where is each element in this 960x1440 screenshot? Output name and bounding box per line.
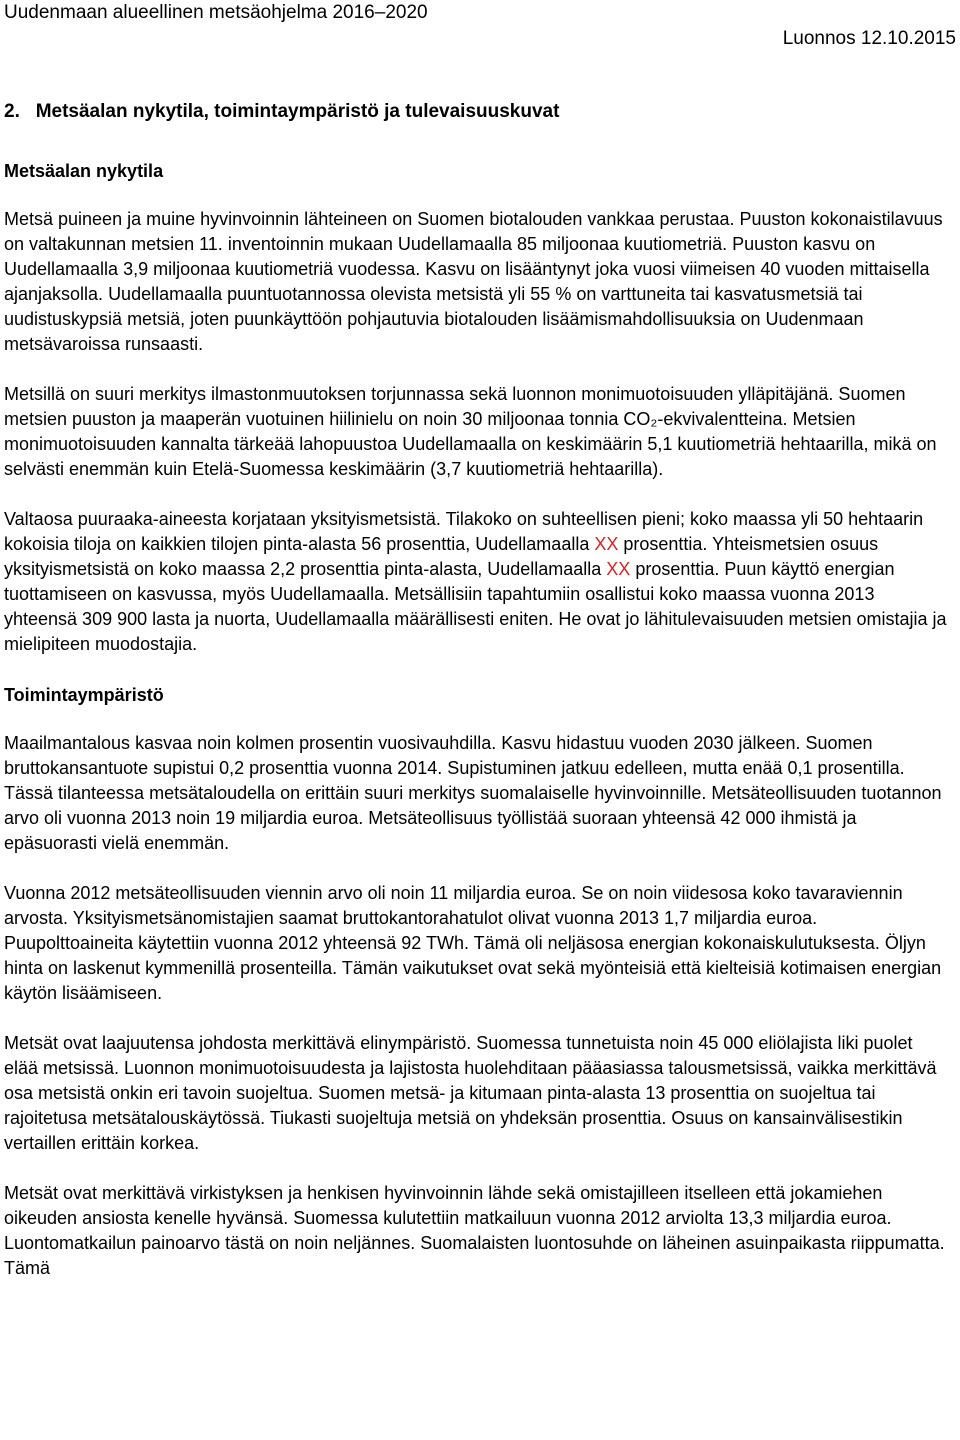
section-number: 2.	[4, 101, 20, 122]
document-body	[4, 98, 950, 1306]
paragraph: Metsät ovat merkittävä virkistyksen ja henkisen hyvinvoinnin lähde sekä omistajilleen itselleen että jokamiehen oikeuden ansiosta kenelle hyvänsä. Suomessa kulutettiin matkailuun vuonna 2012 arviolta 13,3 miljardia euroa. Luontomatkailun painoarvo tästä on noin neljännes. Suomalaisten luontosuhde on läheinen asuinpaikasta riippumatta. Tämä	[4, 1183, 945, 1278]
section-title-text: Metsäalan nykytila, toimintaympäristö ja tulevaisuuskuvat	[35, 101, 560, 122]
paragraph	[4, 507, 950, 657]
paragraph-text: prosenttia. Puun käyttö energian tuottamiseen on kasvussa, myös Uudellamaalla. Metsällisiin tapahtumiin osallistui koko maassa vuonna 2013 yhteensä 309 900 lasta ja nuorta, Uudellamaalla määrällisesti eniten. He ovat jo lähitulevaisuuden metsien omistajia ja mielipiteen muodostajia.	[4, 559, 947, 654]
subheading-nykytila: Metsäalan nykytila	[4, 161, 164, 181]
section-title	[4, 98, 950, 126]
paragraph: Metsä puineen ja muine hyvinvoinnin lähteineen on Suomen biotalouden vankkaa perustaa. Puuston kokonaistilavuus on valtakunnan metsien 11. inventoinnin mukaan Uudellamaalla 85 miljoonaa kuutiometriä. Puuston kasvu on Uudellamaalla 3,9 miljoonaa kuutiometriä vuodessa. Kasvu on lisääntynyt joka vuosi viimeisen 40 vuoden mittaisella ajanjaksolla. Uudellamaalla puuntuotannossa olevista metsistä yli 55 % on varttuneita tai kasvatusmetsiä tai uudistuskypsiä metsiä, joten puunkäyttöön pohjautuvia biotalouden lisäämismahdollisuuksia on Uudenmaan metsävaroissa runsaasti.	[4, 209, 943, 354]
document-draft-date: Luonnos 12.10.2015	[782, 28, 956, 49]
paragraph: Maailmantalous kasvaa noin kolmen prosentin vuosivauhdilla. Kasvu hidastuu vuoden 2030 jälkeen. Suomen bruttokansantuote supistui 0,2 prosenttia vuonna 2014. Supistuminen jatkuu edelleen, mutta enää 0,1 prosentilla. Tässä tilanteessa metsätaloudella on erittäin suuri merkitys suomalaiselle hyvinvoinnille. Metsäteollisuuden tuotannon arvo oli vuonna 2013 noin 19 miljardia euroa. Metsäteollisuus työllistää suoraan yhteensä 42 000 ihmistä ja epäsuorasti vielä enemmän.	[4, 733, 942, 853]
paragraph: Vuonna 2012 metsäteollisuuden viennin arvo oli noin 11 miljardia euroa. Se on noin viidesosa koko tavaraviennin arvosta. Yksityismetsänomistajien saamat bruttokantorahatulot olivat vuonna 2013 1,7 miljardia euroa. Puupolttoaineita käytettiin vuonna 2012 yhteensä 92 TWh. Tämä oli neljäsosa energian kokonaiskulutuksesta. Öljyn hinta on laskenut kymmenillä prosenteilla. Tämän vaikutukset ovat sekä myönteisiä että kielteisiä kotimaisen energian käytön lisäämiseen.	[4, 883, 942, 1003]
paragraph-text: -ekvivalentteina. Metsien monimuotoisuuden kannalta tärkeää lahopuustoa Uudellamaalla on keskimäärin 5,1 kuutiometriä hehtaarilla, mikä on selvästi enemmän kuin Etelä-Suomessa keskimäärin (3,7 kuutiometriä hehtaarilla).	[4, 409, 937, 479]
paragraph-text: prosenttia. Yhteismetsien osuus yksityismetsistä on koko maassa 2,2 prosenttia pinta-alasta, Uudellamaalla	[4, 534, 879, 579]
placeholder-xx: XX	[606, 559, 631, 579]
placeholder-xx: XX	[594, 534, 619, 554]
subheading-toimintaymparisto: Toimintaympäristö	[4, 685, 164, 705]
paragraph-text: Valtaosa puuraaka-aineesta korjataan yksityismetsistä. Tilakoko on suhteellisen pieni; koko maassa yli 50 hehtaarin kokoisia tiloja on kaikkien tilojen pinta-alasta 56 prosenttia, Uudellamaalla	[4, 509, 924, 554]
document-header-title: Uudenmaan alueellinen metsäohjelma 2016–2020	[4, 2, 428, 23]
paragraph: Metsät ovat laajuutensa johdosta merkittävä elinympäristö. Suomessa tunnetuista noin 45 000 eliölajista liki puolet elää metsissä. Luonnon monimuotoisuudesta ja lajistosta huolehditaan pääasiassa talousmetsissä, vaikka merkittävä osa metsistä onkin eri tavoin suojeltua. Suomen metsä- ja kitumaan pinta-alasta 13 prosenttia on suojeltua tai rajoitetusa metsätalouskäytössä. Tiukasti suojeltuja metsiä on yhdeksän prosenttia. Osuus on kansainvälisestikin vertaillen erittäin korkea.	[4, 1033, 937, 1153]
subscript-two: ₂	[650, 409, 658, 429]
paragraph	[4, 382, 950, 482]
paragraph-text: Metsillä on suuri merkitys ilmastonmuutoksen torjunnassa sekä luonnon monimuotoisuuden ylläpitäjänä. Suomen metsien puuston ja maaperän vuotuinen hiilinielu on noin 30 miljoonaa tonnia CO	[4, 384, 906, 429]
